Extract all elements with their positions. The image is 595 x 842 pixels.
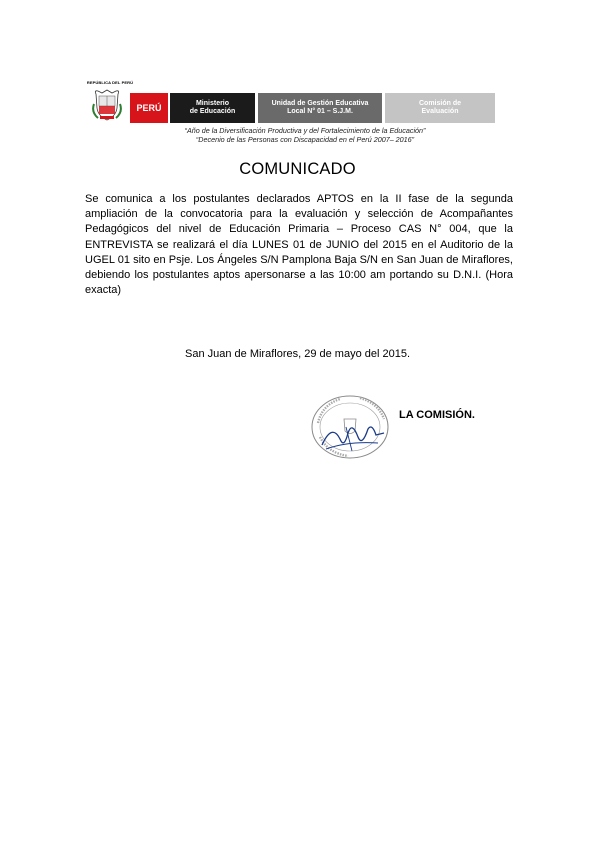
- handwritten-signature: [318, 415, 388, 455]
- page-title: COMUNICADO: [239, 160, 356, 178]
- letterhead: [86, 80, 496, 125]
- comision-band: [385, 93, 495, 123]
- ugel-line-1: Unidad de Gestión Educativa: [271, 100, 369, 107]
- ministerio-line-1: Ministerio: [195, 100, 230, 107]
- ugel-band: [258, 93, 382, 123]
- date-line: San Juan de Miraflores, 29 de mayo del 2015.: [184, 348, 411, 360]
- coat-of-arms-logo: [86, 80, 134, 125]
- peru-band: [130, 93, 168, 123]
- peru-band-label: PERÚ: [136, 103, 162, 113]
- motto-line-1: “Año de la Diversificación Productiva y del Fortalecimiento de la Educación”: [184, 126, 426, 135]
- ugel-line-2: Local N° 01 – S.J.M.: [287, 108, 353, 115]
- signatory-commission: LA COMISIÓN.: [399, 409, 475, 421]
- shield-icon: [92, 88, 122, 122]
- comision-line-2: Evaluación: [421, 108, 459, 115]
- announcement-body: Se comunica a los postulantes declarados APTOS en la II fase de la segunda ampliación de la convocatoria para la evaluación y selección de Acompañantes Pedagógicos del nivel de Educación Primaria – Proceso CAS N° 004, que la ENTREVISTA se realizará el día LUNES 01 de JUNIO del 2015 en el Auditorio de la UGEL 01 sito en Psje. Los Ángeles S/N Pamplona Baja S/N en San Juan de Miraflores, debiendo los postulantes aptos apersonarse a las 10:00 am portando su D.N.I. (Hora exacta): [85, 193, 513, 297]
- shield-caption: REPÚBLICA DEL PERÚ: [86, 80, 134, 85]
- ministerio-band: [170, 93, 255, 123]
- ministerio-line-2: de Educación: [189, 108, 236, 115]
- motto-line-2: “Decenio de las Personas con Discapacidad en el Perú 2007– 2016”: [195, 135, 415, 144]
- comision-line-1: Comisión de: [418, 100, 461, 107]
